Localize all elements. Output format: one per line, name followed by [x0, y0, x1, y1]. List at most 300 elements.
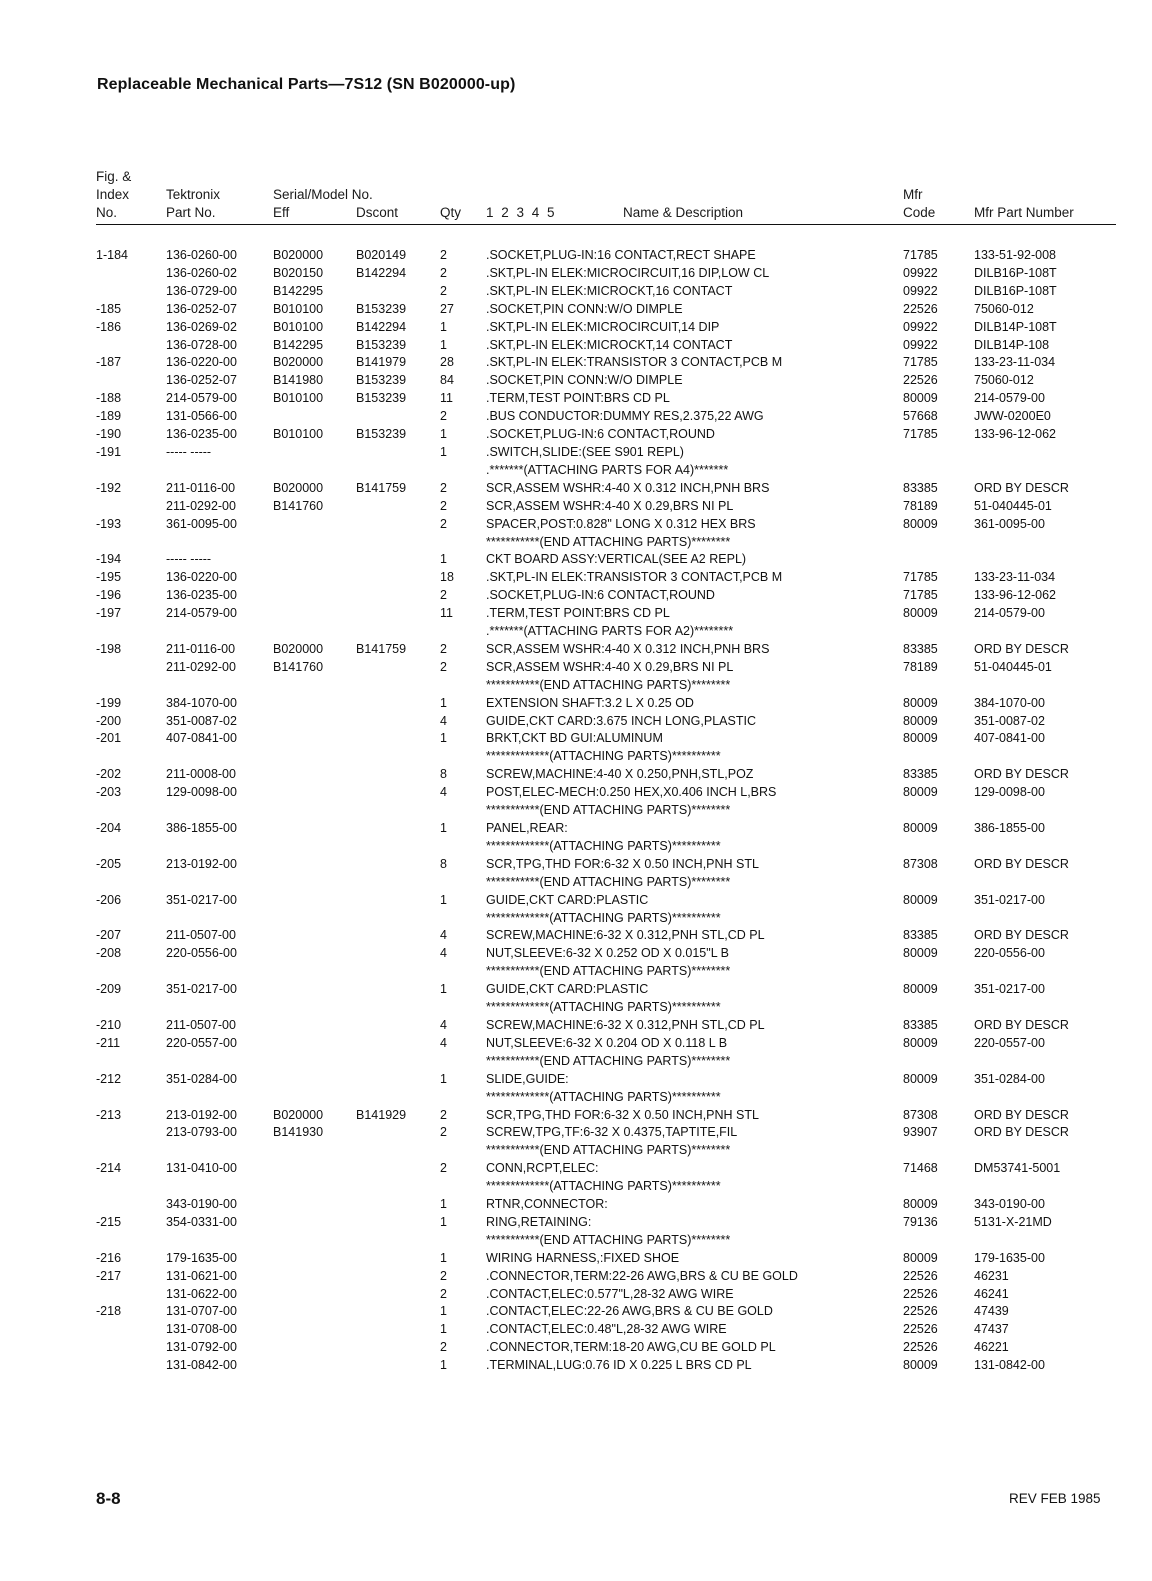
name-description: PANEL,REAR:	[486, 821, 568, 835]
mfr-code: 80009	[903, 695, 938, 710]
name-description: .TERMINAL,LUG:0.76 ID X 0.225 L BRS CD PL	[486, 1358, 752, 1373]
quantity: 1	[440, 1358, 447, 1373]
mfr-code: 71785	[903, 355, 938, 370]
tektronix-part-no: 131-0842-00	[166, 1358, 237, 1373]
mfr-code: 83385	[903, 928, 938, 943]
table-row	[0, 301, 1152, 319]
table-row	[0, 390, 1152, 408]
name-description: SCR,ASSEM WSHR:4-40 X 0.312 INCH,PNH BRS	[486, 641, 770, 656]
page-title: Replaceable Mechanical Parts—7S12 (SN B020000-up)	[97, 76, 516, 93]
tektronix-part-no: 136-0729-00	[166, 283, 237, 298]
quantity: 2	[440, 498, 447, 513]
table-row	[0, 1232, 1152, 1250]
fig-index: -218	[96, 1304, 122, 1319]
table-row	[0, 1250, 1152, 1268]
table-row	[0, 1071, 1152, 1089]
table-row	[0, 677, 1152, 695]
header-mfr-part-number: Mfr Part Number	[974, 205, 1074, 220]
fig-index: -214	[96, 1161, 122, 1176]
quantity: 84	[440, 373, 454, 388]
mfr-part-number: 179-1635-00	[974, 1250, 1045, 1265]
quantity: 11	[440, 606, 453, 621]
mfr-code: 83385	[903, 480, 938, 495]
mfr-code: 22526	[903, 373, 938, 388]
mfr-code: 80009	[903, 1358, 938, 1373]
tektronix-part-no: 214-0579-00	[166, 606, 237, 621]
tektronix-part-no: 131-0621-00	[166, 1268, 237, 1283]
serial-dscont: B153239	[356, 427, 407, 442]
header-qty: Qty	[440, 205, 462, 220]
name-description: NUT,SLEEVE:6-32 X 0.252 OD X 0.015"L B	[486, 946, 729, 961]
name-description: ***********(END ATTACHING PARTS)********	[486, 1143, 731, 1158]
tektronix-part-no: 131-0566-00	[166, 409, 237, 424]
mfr-code: 79136	[903, 1214, 938, 1229]
fig-index: -205	[96, 856, 122, 871]
tektronix-part-no: 129-0098-00	[166, 785, 237, 800]
serial-eff: B010100	[273, 301, 324, 316]
fig-index: -212	[96, 1071, 122, 1086]
mfr-code: 71785	[903, 427, 938, 442]
tektronix-part-no: 384-1070-00	[166, 695, 237, 710]
serial-eff: B142295	[273, 283, 324, 298]
name-description: .SKT,PL-IN ELEK:MICROCKT,16 CONTACT	[486, 283, 733, 298]
mfr-part-number: 351-0087-02	[974, 713, 1045, 728]
tektronix-part-no: 136-0269-02	[166, 319, 237, 334]
quantity: 2	[440, 516, 447, 531]
name-description: ***********(END ATTACHING PARTS)********	[486, 534, 731, 549]
fig-index: -185	[96, 301, 122, 316]
mfr-part-number: 46221	[974, 1340, 1009, 1355]
mfr-part-number: DM53741-5001	[974, 1161, 1061, 1176]
mfr-code: 80009	[903, 1197, 938, 1212]
table-row	[0, 480, 1152, 498]
serial-eff: B141930	[273, 1125, 324, 1140]
mfr-part-number: 129-0098-00	[974, 785, 1045, 800]
name-description: EXTENSION SHAFT:3.2 L X 0.25 OD	[486, 695, 694, 710]
mfr-code: 80009	[903, 1250, 938, 1265]
tektronix-part-no: 351-0217-00	[166, 982, 237, 997]
table-row	[0, 534, 1152, 552]
fig-index: -211	[96, 1035, 121, 1050]
serial-eff: B020000	[273, 480, 324, 495]
serial-eff: B010100	[273, 391, 324, 406]
parts-list	[0, 247, 1152, 1375]
tektronix-part-no: 213-0793-00	[166, 1125, 237, 1140]
name-description: *************(ATTACHING PARTS)**********	[486, 1179, 721, 1194]
tektronix-part-no: 131-0708-00	[166, 1322, 237, 1337]
mfr-part-number: 220-0556-00	[974, 946, 1045, 961]
table-row	[0, 372, 1152, 390]
table-row	[0, 569, 1152, 587]
table-row	[0, 820, 1152, 838]
mfr-part-number: 131-0842-00	[974, 1358, 1045, 1373]
fig-index: -189	[96, 409, 122, 424]
table-row	[0, 426, 1152, 444]
mfr-part-number: 133-23-11-034	[974, 355, 1056, 370]
quantity: 1	[440, 821, 447, 835]
tektronix-part-no: 136-0220-00	[166, 570, 237, 585]
table-row	[0, 1321, 1152, 1339]
mfr-part-number: 343-0190-00	[974, 1197, 1045, 1212]
mfr-part-number: 214-0579-00	[974, 391, 1045, 406]
serial-dscont: B020149	[356, 248, 407, 262]
table-row	[0, 1124, 1152, 1142]
table-row	[0, 856, 1152, 874]
tektronix-part-no: 131-0410-00	[166, 1161, 237, 1176]
tektronix-part-no: 136-0260-00	[166, 248, 237, 262]
name-description: *************(ATTACHING PARTS)**********	[486, 910, 721, 925]
mfr-part-number: ORD BY DESCR	[974, 1017, 1069, 1032]
fig-index: -188	[96, 391, 122, 406]
mfr-code: 93907	[903, 1125, 938, 1140]
tektronix-part-no: 213-0192-00	[166, 856, 237, 871]
quantity: 8	[440, 856, 447, 871]
tektronix-part-no: 136-0220-00	[166, 355, 237, 370]
name-description: .CONTACT,ELEC:0.48"L,28-32 AWG WIRE	[486, 1322, 727, 1337]
quantity: 11	[440, 391, 453, 406]
tektronix-part-no: 211-0292-00	[166, 498, 236, 513]
mfr-part-number: 47439	[974, 1304, 1009, 1319]
name-description: ***********(END ATTACHING PARTS)********	[486, 1053, 731, 1068]
quantity: 1	[440, 427, 447, 442]
table-row	[0, 462, 1152, 480]
quantity: 1	[440, 337, 447, 352]
name-description: WIRING HARNESS,:FIXED SHOE	[486, 1250, 680, 1265]
name-description: .CONTACT,ELEC:22-26 AWG,BRS & CU BE GOLD	[486, 1304, 773, 1319]
quantity: 2	[440, 409, 447, 424]
mfr-code: 80009	[903, 713, 938, 728]
fig-index: -190	[96, 427, 122, 442]
table-row	[0, 247, 1152, 265]
serial-eff: B142295	[273, 337, 324, 352]
quantity: 1	[440, 1322, 447, 1337]
header-serial-model: Serial/Model No.	[273, 187, 373, 202]
quantity: 2	[440, 1107, 447, 1122]
header-mfr: Mfr	[903, 187, 923, 202]
tektronix-part-no: 131-0622-00	[166, 1286, 237, 1301]
mfr-code: 22526	[903, 1340, 938, 1355]
header-index: Index	[96, 187, 130, 202]
mfr-code: 80009	[903, 946, 938, 961]
table-row	[0, 283, 1152, 301]
serial-eff: B010100	[273, 319, 324, 334]
fig-index: -199	[96, 695, 122, 710]
fig-index: -206	[96, 892, 122, 907]
tektronix-part-no: ----- -----	[166, 444, 212, 459]
name-description: SCR,ASSEM WSHR:4-40 X 0.29,BRS NI PL	[486, 498, 734, 513]
tektronix-part-no: 213-0192-00	[166, 1107, 237, 1122]
name-description: .TERM,TEST POINT:BRS CD PL	[486, 391, 670, 406]
tektronix-part-no: 354-0331-00	[166, 1214, 237, 1229]
quantity: 1	[440, 731, 447, 746]
tektronix-part-no: 211-0116-00	[166, 641, 236, 656]
mfr-code: 22526	[903, 301, 938, 316]
name-description: ***********(END ATTACHING PARTS)********	[486, 874, 731, 889]
tektronix-part-no: 211-0116-00	[166, 480, 236, 495]
name-description: .SKT,PL-IN ELEK:TRANSISTOR 3 CONTACT,PCB M	[486, 570, 783, 585]
table-row	[0, 498, 1152, 516]
mfr-code: 22526	[903, 1304, 938, 1319]
table-row	[0, 1017, 1152, 1035]
quantity: 1	[440, 1250, 447, 1265]
table-row	[0, 587, 1152, 605]
tektronix-part-no: 386-1855-00	[166, 821, 237, 835]
fig-index: -195	[96, 570, 122, 585]
fig-index: -193	[96, 516, 122, 531]
header-tektronix: Tektronix	[166, 187, 221, 202]
fig-index: -192	[96, 480, 122, 495]
mfr-code: 80009	[903, 516, 938, 531]
quantity: 2	[440, 1340, 447, 1355]
mfr-part-number: 351-0217-00	[974, 892, 1045, 907]
name-description: .*******(ATTACHING PARTS FOR A4)*******	[486, 462, 729, 477]
table-row	[0, 516, 1152, 534]
name-description: BRKT,CKT BD GUI:ALUMINUM	[486, 731, 663, 746]
mfr-part-number: 5131-X-21MD	[974, 1214, 1052, 1229]
tektronix-part-no: 214-0579-00	[166, 391, 237, 406]
table-row	[0, 1178, 1152, 1196]
table-row	[0, 784, 1152, 802]
mfr-part-number: 351-0217-00	[974, 982, 1045, 997]
tektronix-part-no: 136-0252-07	[166, 301, 237, 316]
quantity: 2	[440, 1268, 447, 1283]
table-row	[0, 623, 1152, 641]
table-row	[0, 981, 1152, 999]
fig-index: -210	[96, 1017, 122, 1032]
mfr-code: 71785	[903, 570, 938, 585]
name-description: *************(ATTACHING PARTS)**********	[486, 838, 721, 853]
table-row	[0, 337, 1152, 355]
mfr-code: 78189	[903, 659, 938, 674]
mfr-part-number: 51-040445-01	[974, 659, 1052, 674]
table-row	[0, 1357, 1152, 1375]
table-row	[0, 874, 1152, 892]
header-eff: Eff	[273, 205, 290, 220]
name-description: *************(ATTACHING PARTS)**********	[486, 749, 721, 764]
table-row	[0, 1053, 1152, 1071]
mfr-code: 83385	[903, 641, 938, 656]
tektronix-part-no: 361-0095-00	[166, 516, 237, 531]
name-description: GUIDE,CKT CARD:PLASTIC	[486, 892, 649, 907]
serial-dscont: B141979	[356, 355, 407, 370]
mfr-part-number: DILB16P-108T	[974, 283, 1057, 298]
serial-eff: B020000	[273, 641, 324, 656]
mfr-part-number: 133-96-12-062	[974, 588, 1057, 603]
serial-eff: B010100	[273, 427, 324, 442]
quantity: 2	[440, 1161, 447, 1176]
mfr-code: 80009	[903, 1071, 938, 1086]
mfr-code: 83385	[903, 1017, 938, 1032]
fig-index: 1-184	[96, 248, 128, 262]
serial-dscont: B153239	[356, 301, 407, 316]
tektronix-part-no: 136-0252-07	[166, 373, 237, 388]
table-row	[0, 1286, 1152, 1304]
name-description: .CONTACT,ELEC:0.577"L,28-32 AWG WIRE	[486, 1286, 734, 1301]
tektronix-part-no: 351-0087-02	[166, 713, 237, 728]
mfr-code: 78189	[903, 498, 938, 513]
table-row	[0, 444, 1152, 462]
table-row	[0, 1160, 1152, 1178]
fig-index: -200	[96, 713, 122, 728]
table-row	[0, 766, 1152, 784]
mfr-part-number: ORD BY DESCR	[974, 641, 1069, 656]
header-fig: Fig. &	[96, 169, 132, 184]
tektronix-part-no: 211-0008-00	[166, 767, 236, 782]
quantity: 1	[440, 444, 447, 459]
name-description: RTNR,CONNECTOR:	[486, 1197, 608, 1212]
mfr-part-number: DILB14P-108	[974, 337, 1050, 352]
quantity: 1	[440, 1071, 447, 1086]
mfr-code: 09922	[903, 265, 938, 280]
mfr-part-number: ORD BY DESCR	[974, 928, 1069, 943]
name-description: .SWITCH,SLIDE:(SEE S901 REPL)	[486, 444, 684, 459]
fig-index: -186	[96, 319, 122, 334]
table-row	[0, 1303, 1152, 1321]
name-description: POST,ELEC-MECH:0.250 HEX,X0.406 INCH L,BRS	[486, 785, 777, 800]
name-description: .SKT,PL-IN ELEK:MICROCIRCUIT,14 DIP	[486, 319, 720, 334]
header-no: No.	[96, 205, 118, 220]
mfr-part-number: 384-1070-00	[974, 695, 1045, 710]
serial-eff: B141980	[273, 373, 324, 388]
quantity: 1	[440, 695, 447, 710]
fig-index: -207	[96, 928, 122, 943]
name-description: ***********(END ATTACHING PARTS)********	[486, 677, 731, 692]
name-description: GUIDE,CKT CARD:PLASTIC	[486, 982, 649, 997]
quantity: 2	[440, 283, 447, 298]
mfr-code: 09922	[903, 337, 938, 352]
name-description: SCREW,MACHINE:6-32 X 0.312,PNH STL,CD PL	[486, 1017, 765, 1032]
mfr-part-number: 51-040445-01	[974, 498, 1052, 513]
name-description: .TERM,TEST POINT:BRS CD PL	[486, 606, 670, 621]
mfr-code: 80009	[903, 1035, 938, 1050]
table-row	[0, 910, 1152, 928]
quantity: 28	[440, 355, 454, 370]
table-row	[0, 802, 1152, 820]
mfr-code: 09922	[903, 319, 938, 334]
name-description: .SOCKET,PLUG-IN:16 CONTACT,RECT SHAPE	[486, 248, 756, 262]
quantity: 2	[440, 1125, 447, 1140]
fig-index: -201	[96, 731, 122, 746]
fig-index: -202	[96, 767, 122, 782]
tektronix-part-no: 136-0235-00	[166, 588, 237, 603]
name-description: .BUS CONDUCTOR:DUMMY RES,2.375,22 AWG	[486, 409, 764, 424]
tektronix-part-no: 220-0556-00	[166, 946, 237, 961]
mfr-code: 80009	[903, 892, 938, 907]
fig-index: -196	[96, 588, 122, 603]
fig-index: -203	[96, 785, 122, 800]
serial-eff: B141760	[273, 498, 324, 513]
serial-eff: B020000	[273, 1107, 324, 1122]
quantity: 2	[440, 659, 447, 674]
mfr-code: 22526	[903, 1322, 938, 1337]
name-description: SCR,ASSEM WSHR:4-40 X 0.312 INCH,PNH BRS	[486, 480, 770, 495]
quantity: 2	[440, 1286, 447, 1301]
mfr-part-number: ORD BY DESCR	[974, 480, 1069, 495]
mfr-part-number: ORD BY DESCR	[974, 1107, 1069, 1122]
header-mfr-code: Code	[903, 205, 936, 220]
table-row	[0, 963, 1152, 981]
mfr-code: 22526	[903, 1268, 938, 1283]
table-row	[0, 659, 1152, 677]
name-description: SCR,ASSEM WSHR:4-40 X 0.29,BRS NI PL	[486, 659, 734, 674]
serial-dscont: B142294	[356, 265, 407, 280]
table-row	[0, 354, 1152, 372]
mfr-code: 80009	[903, 391, 938, 406]
mfr-part-number: 46231	[974, 1268, 1009, 1283]
name-description: CONN,RCPT,ELEC:	[486, 1161, 599, 1176]
name-description: .SOCKET,PLUG-IN:6 CONTACT,ROUND	[486, 588, 715, 603]
mfr-part-number: DILB16P-108T	[974, 265, 1057, 280]
table-row	[0, 1214, 1152, 1232]
quantity: 2	[440, 265, 447, 280]
quantity: 2	[440, 480, 447, 495]
mfr-part-number: 133-96-12-062	[974, 427, 1057, 442]
table-row	[0, 945, 1152, 963]
quantity: 1	[440, 1197, 447, 1212]
fig-index: -194	[96, 552, 122, 567]
mfr-part-number: ORD BY DESCR	[974, 856, 1069, 871]
mfr-code: 09922	[903, 283, 938, 298]
name-description: SCREW,MACHINE:4-40 X 0.250,PNH,STL,POZ	[486, 767, 754, 782]
fig-index: -217	[96, 1268, 122, 1283]
table-row	[0, 838, 1152, 856]
table-row	[0, 1107, 1152, 1125]
table-row	[0, 551, 1152, 569]
name-description: CKT BOARD ASSY:VERTICAL(SEE A2 REPL)	[486, 552, 747, 567]
header-name-description: Name & Description	[623, 205, 744, 220]
serial-eff: B020150	[273, 265, 324, 280]
mfr-code: 71785	[903, 588, 938, 603]
mfr-part-number: 133-51-92-008	[974, 248, 1057, 262]
mfr-code: 22526	[903, 1286, 938, 1301]
tektronix-part-no: 407-0841-00	[166, 731, 237, 746]
tektronix-part-no: 136-0728-00	[166, 337, 237, 352]
name-description: .SKT,PL-IN ELEK:MICROCIRCUIT,16 DIP,LOW CL	[486, 265, 770, 280]
serial-dscont: B153239	[356, 337, 407, 352]
mfr-part-number: 75060-012	[974, 373, 1034, 388]
table-row	[0, 1142, 1152, 1160]
mfr-part-number: 75060-012	[974, 301, 1034, 316]
tektronix-part-no: 351-0217-00	[166, 892, 237, 907]
quantity: 1	[440, 319, 447, 334]
quantity: 18	[440, 570, 454, 585]
mfr-code: 80009	[903, 982, 938, 997]
mfr-part-number: JWW-0200E0	[974, 409, 1051, 424]
mfr-code: 71785	[903, 248, 938, 262]
tektronix-part-no: 211-0292-00	[166, 659, 236, 674]
name-description: *************(ATTACHING PARTS)**********	[486, 1089, 721, 1104]
mfr-code: 57668	[903, 409, 938, 424]
name-description: ***********(END ATTACHING PARTS)********	[486, 1232, 731, 1247]
mfr-code: 80009	[903, 821, 938, 835]
mfr-part-number: 133-23-11-034	[974, 570, 1056, 585]
name-description: SCREW,TPG,TF:6-32 X 0.4375,TAPTITE,FIL	[486, 1125, 738, 1140]
name-description: GUIDE,CKT CARD:3.675 INCH LONG,PLASTIC	[486, 713, 756, 728]
tektronix-part-no: 211-0507-00	[166, 928, 236, 943]
name-description: SLIDE,GUIDE:	[486, 1071, 569, 1086]
fig-index: -209	[96, 982, 122, 997]
quantity: 4	[440, 1017, 447, 1032]
table-row	[0, 695, 1152, 713]
name-description: .SOCKET,PLUG-IN:6 CONTACT,ROUND	[486, 427, 715, 442]
name-description: ***********(END ATTACHING PARTS)********	[486, 803, 731, 818]
table-row	[0, 265, 1152, 283]
serial-eff: B020000	[273, 248, 324, 262]
table-row	[0, 319, 1152, 337]
table-row	[0, 1268, 1152, 1286]
header-levels: 1 2 3 4 5	[486, 205, 555, 220]
table-row	[0, 999, 1152, 1017]
